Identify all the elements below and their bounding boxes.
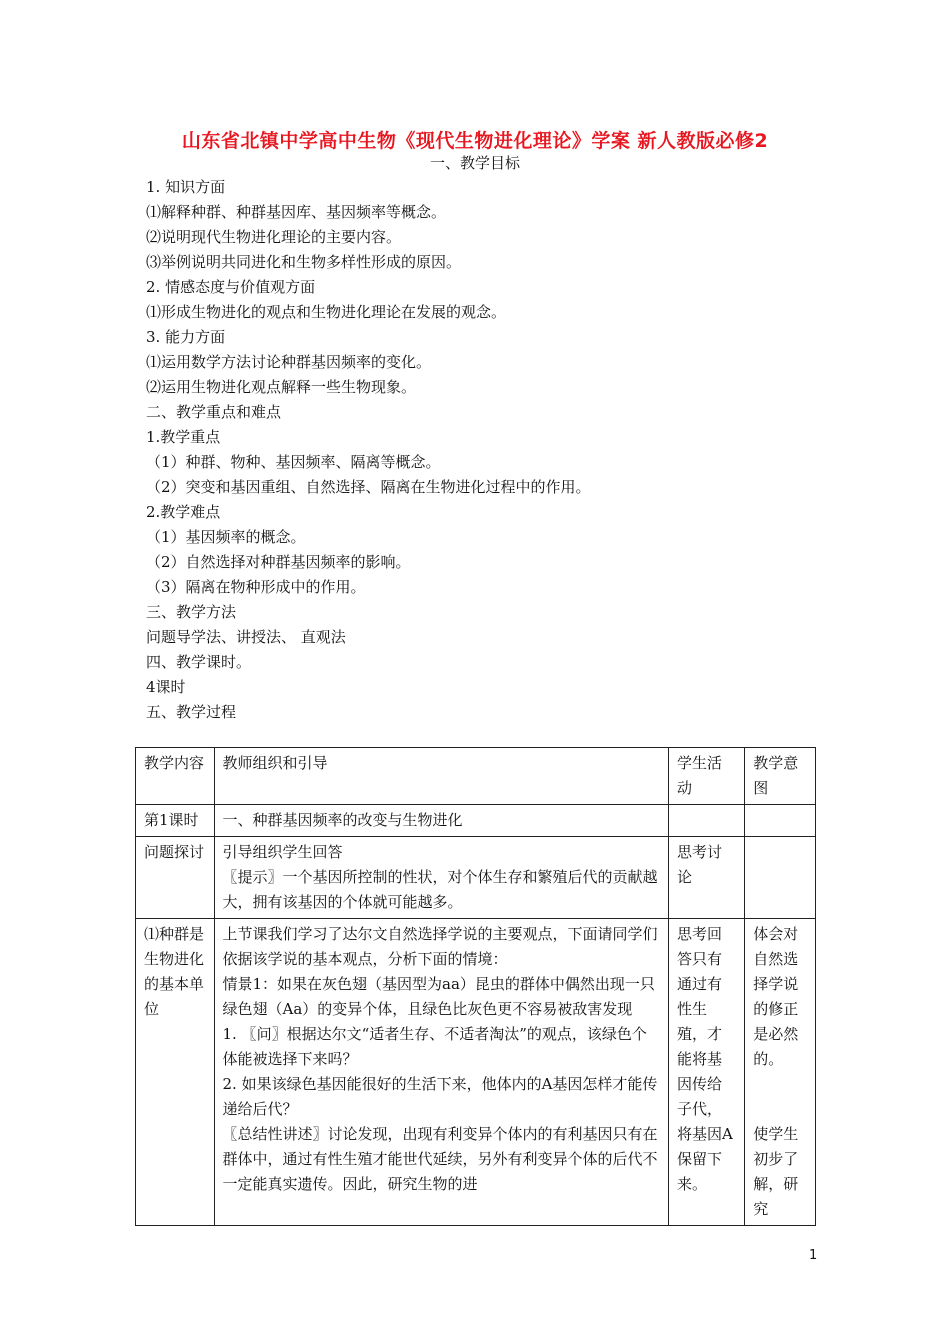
cell-paragraph: 2. 如果该绿色基因能很好的生活下来，他体内的A基因怎样才能传递给后代？ [222, 1075, 658, 1118]
cell-paragraph: 使学生初步了解，研究 [753, 1125, 799, 1218]
text-line: （2）自然选择对种群基因频率的影响。 [146, 553, 411, 571]
table-row [136, 919, 816, 1226]
header-cell: 学生活动 [668, 748, 744, 805]
table-row [136, 837, 816, 919]
text-line: ⑵说明现代生物进化理论的主要内容。 [146, 228, 402, 246]
text-line: （1）基因频率的概念。 [146, 528, 306, 546]
header-cell: 教师组织和引导 [214, 748, 668, 805]
page-number: 1 [809, 1248, 818, 1263]
lesson-plan-table [135, 747, 816, 1226]
text-line: 3. 能力方面 [146, 328, 226, 346]
cell-spacer [753, 1072, 807, 1122]
text-line: （1）种群、物种、基因频率、隔离等概念。 [146, 453, 441, 471]
text-line: ⑴运用数学方法讨论种群基因频率的变化。 [146, 353, 432, 371]
outline-text [146, 175, 826, 725]
cell-paragraph: 1. 〖问〗根据达尔文“适者生存、不适者淘汰”的观点，该绿色个体能被选择下来吗？ [222, 1025, 647, 1068]
table-cell [668, 805, 744, 837]
section-heading-goals: 一、教学目标 [429, 154, 520, 172]
table-cell: ⑴种群是生物进化的基本单位 [136, 919, 215, 1226]
table-cell: 第1课时 [136, 805, 215, 837]
text-line: ⑶举例说明共同进化和生物多样性形成的原因。 [146, 253, 462, 271]
table-cell [745, 837, 816, 919]
cell-paragraph: 体会对自然选择学说的修正是必然的。 [753, 925, 799, 1068]
cell-paragraph: 引导组织学生回答 [222, 843, 343, 861]
text-line: 1. 知识方面 [146, 178, 226, 196]
table-cell: 问题探讨 [136, 837, 215, 919]
table-header-row [136, 748, 816, 805]
table-cell [214, 919, 668, 1226]
text-line: 问题导学法、讲授法、 直观法 [146, 628, 346, 646]
table-cell: 一、种群基因频率的改变与生物进化 [214, 805, 668, 837]
text-line: ⑵运用生物进化观点解释一些生物现象。 [146, 378, 417, 396]
text-line: ⑴形成生物进化的观点和生物进化理论在发展的观念。 [146, 303, 507, 321]
header-cell: 教学内容 [136, 748, 215, 805]
table-cell [745, 919, 816, 1226]
text-line: 2.教学难点 [146, 503, 221, 521]
table-cell [745, 805, 816, 837]
text-line: 1.教学重点 [146, 428, 221, 446]
text-line: 2. 情感态度与价值观方面 [146, 278, 316, 296]
text-line: （3）隔离在物种形成中的作用。 [146, 578, 366, 596]
table-cell: 思考回答只有通过有性生殖，才能将基因传给子代，将基因A保留下来。 [668, 919, 744, 1226]
cell-paragraph: 上节课我们学习了达尔文自然选择学说的主要观点，下面请同学们依据该学说的基本观点，分析下面的情境： [222, 925, 658, 968]
cell-paragraph: 〖提示〗一个基因所控制的性状，对个体生存和繁殖后代的贡献越大，拥有该基因的个体就可能越多。 [222, 868, 658, 911]
text-line: ⑴解释种群、种群基因库、基因频率等概念。 [146, 203, 447, 221]
text-line: 五、教学过程 [146, 703, 237, 721]
table-cell: 思考讨论 [668, 837, 744, 919]
text-line: 三、教学方法 [146, 603, 237, 621]
document-title: 山东省北镇中学高中生物《现代生物进化理论》学案 新人教版必修2 [181, 130, 769, 152]
cell-paragraph: 〖总结性讲述〗讨论发现，出现有利变异个体内的有利基因只有在群体中，通过有性生殖才能世代延续，另外有利变异个体的后代不一定能真实遗传。因此，研究生物的进 [222, 1125, 658, 1193]
text-line: 二、教学重点和难点 [146, 403, 282, 421]
text-line: 4课时 [146, 678, 186, 696]
table-cell [214, 837, 668, 919]
table-row [136, 805, 816, 837]
header-cell: 教学意图 [745, 748, 816, 805]
cell-paragraph: 情景1：如果在灰色翅（基因型为aa）昆虫的群体中偶然出现一只绿色翅（Aa）的变异个体，且绿色比灰色更不容易被敌害发现 [222, 975, 655, 1018]
text-line: 四、教学课时。 [146, 653, 252, 671]
text-line: （2）突变和基因重组、自然选择、隔离在生物进化过程中的作用。 [146, 478, 591, 496]
